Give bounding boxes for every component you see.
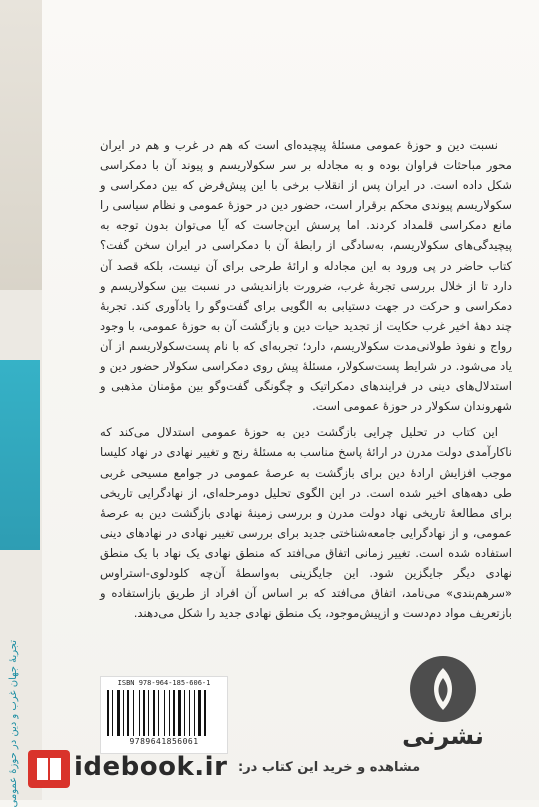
isbn-label: ISBN 978-964-185-606-1 (117, 679, 211, 687)
barcode-icon (107, 690, 221, 736)
publisher-name: نشرنی (402, 722, 484, 750)
book-icon (28, 750, 70, 788)
barcode-number: 9789641856061 (129, 737, 199, 746)
spine-text: تجربهٔ جهان غرب و دین در حوزهٔ عمومی (8, 640, 19, 807)
spine-accent-band (0, 360, 40, 550)
watermark (28, 750, 528, 790)
watermark-caption: مشاهده و خرید این کتاب در: (238, 760, 421, 775)
publisher-logo-icon (410, 656, 476, 722)
spine-top-band (0, 0, 42, 290)
blurb-paragraph-1: نسبت دین و حوزهٔ عمومی مسئلهٔ پیچیده‌ای است که هم در غرب و هم در ایران محور مباحثات فراوان بوده و به مجادله بر سر سکولاریسم و پیوند آن با دمکراسی شکل داده است. در ایران پس از انقلاب برخی با این پیش‌فرض که بین دمکراسی و سکولاریسم پیوندی محکم برقرار است، حضور دین در حوزهٔ عمومی و نظام سیاسی را مانع دمکراسی قلمداد کردند. اما پرسش این‌جاست که آیا می‌توان بدون توجه به پیچیدگی‌های سکولاریسم، به‌سادگی از رابطهٔ آن با دمکراسی در ایران سخن گفت؟ کتاب حاضر در پی ورود به این مجادله و ارائهٔ طرحی برای آن نیست، بلکه قصد آن دارد تا از خلال بررسی تجربهٔ غرب، ضرورت بازاندیشی در نسبت بین سکولاریسم و دمکراسی و حرکت در جهت دستیابی به الگویی برای گفت‌وگو را یادآوری کند. تجربهٔ چند دههٔ اخیر غرب حکایت از تجدید حیات دین و بازگشت آن به حوزهٔ عمومی، با وجود رواج و نفوذ طولانی‌مدت سکولاریسم، دارد؛ تجربه‌ای که با نام پست‌سکولاریسم از آن یاد می‌شود. در شرایط پست‌سکولار، مسئلهٔ پیش روی دمکراسی سکولار حضور دین و استدلال‌های دینی در فرایندهای دمکراتیک و چگونگی گفت‌وگو بین مؤمنان مذهبی و شهروندان سکولار در حوزهٔ عمومی است. (100, 138, 512, 414)
isbn-barcode (100, 676, 228, 754)
watermark-brand: idebook.ir (74, 752, 228, 782)
blurb-paragraph-2: این کتاب در تحلیل چرایی بازگشت دین به حوزهٔ عمومی استدلال می‌کند که ناکارآمدی دولت مدرن در ارائهٔ پاسخ مناسب به مسئلهٔ رنج و تغییر نهادی در نهاد کلیسا موجب افزایش ارادهٔ دین برای بازگشت به عرصهٔ عمومی در جوامع مسیحی غربی طی دهه‌های اخیر شده است. در این الگوی تحلیل دومرحله‌ای، از نهادگرایی تاریخی برای مطالعهٔ تاریخی نهاد دولت مدرن و بررسی زمینهٔ نهادی بازگشت دین به عرصهٔ عمومی، و از نهادگرایی جامعه‌شناختی جدید برای بررسی تغییر نهادی در نهادهای دینی استفاده شده است. تغییر زمانی اتفاق می‌افتد که منطق نهادی یک نهاد با یک منطق نهادی دیگر جایگزین شود. این جایگزینی به‌واسطهٔ آن‌چه کلودلوی-استراوس «سرهم‌بندی» می‌نامد، اتفاق می‌افتد که بر اساس آن افراد از طریق بازاستفاده و بازتعریف مواد دم‌دست و ازپیش‌موجود، یک منطق نهادی جدید را شکل می‌دهند. (100, 425, 512, 621)
publisher-logo (410, 656, 476, 722)
blurb-text (100, 135, 512, 629)
